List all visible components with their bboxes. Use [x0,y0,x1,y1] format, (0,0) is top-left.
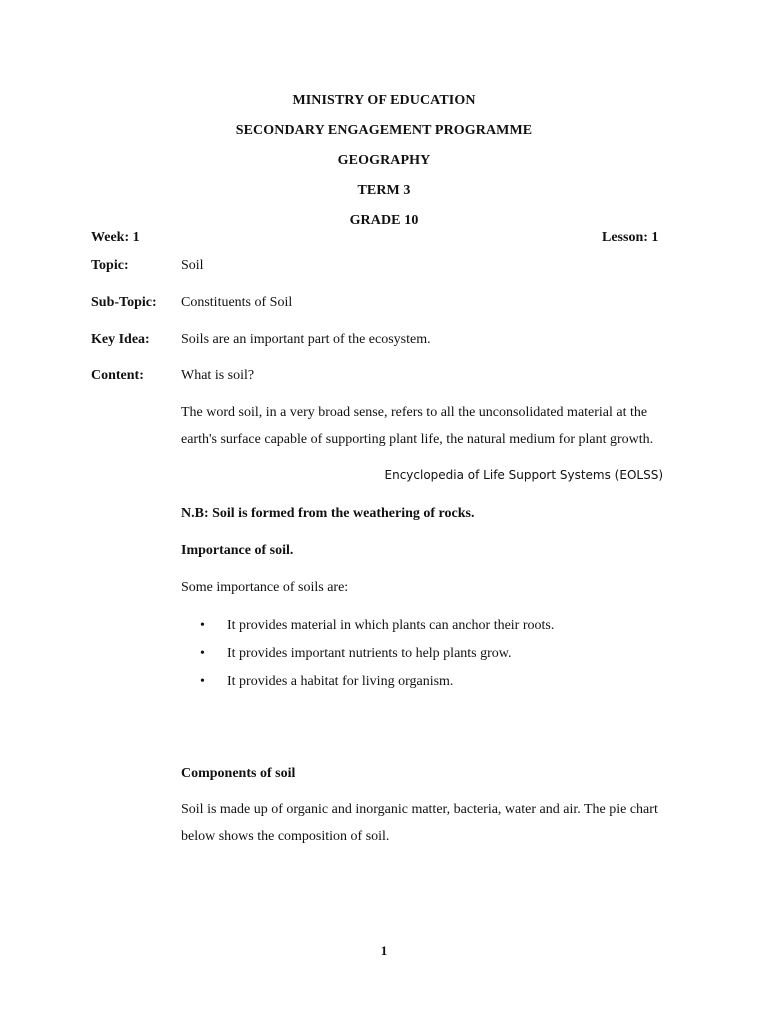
list-item-text: It provides a habitat for living organism. [227,674,454,689]
importance-heading: Importance of soil. [181,543,294,558]
page-number: 1 [380,943,388,958]
bullet-icon: • [200,674,205,689]
keyidea-value: Soils are an important part of the ecosystem. [181,332,431,347]
list-item-text: It provides material in which plants can anchor their roots. [227,618,555,633]
list-item-text: It provides important nutrients to help plants grow. [227,646,512,661]
lesson-label: Lesson: 1 [602,230,659,245]
components-text: Soil is made up of organic and inorganic matter, bacteria, water and air. The pie chart below shows the composition of soil. [181,802,658,844]
importance-intro: Some importance of soils are: [181,580,349,595]
header-grade: GRADE 10 [349,213,419,228]
subtopic-value: Constituents of Soil [181,295,293,310]
nb-note: N.B: Soil is formed from the weathering of rocks. [181,506,475,521]
keyidea-label: Key Idea: [91,332,150,347]
topic-label: Topic: [91,258,129,273]
list-item [200,644,554,672]
header-ministry: MINISTRY OF EDUCATION [292,93,476,108]
header-term: TERM 3 [357,183,411,198]
content-value: What is soil? [181,368,255,383]
citation: Encyclopedia of Life Support Systems (EOLSS) [384,468,663,482]
header-programme: SECONDARY ENGAGEMENT PROGRAMME [235,123,533,138]
topic-value: Soil [181,258,204,273]
importance-list [200,616,554,700]
list-item [200,616,554,644]
components-heading: Components of soil [181,766,296,781]
list-item [200,672,554,700]
header-subject: GEOGRAPHY [337,153,431,168]
soil-definition: The word soil, in a very broad sense, refers to all the unconsolidated material at the earth's surface capable of supporting plant life, the natural medium for plant growth. [181,405,654,447]
bullet-icon: • [200,618,205,633]
content-label: Content: [91,368,144,383]
subtopic-label: Sub-Topic: [91,295,157,310]
bullet-icon: • [200,646,205,661]
week-label: Week: 1 [91,230,140,245]
